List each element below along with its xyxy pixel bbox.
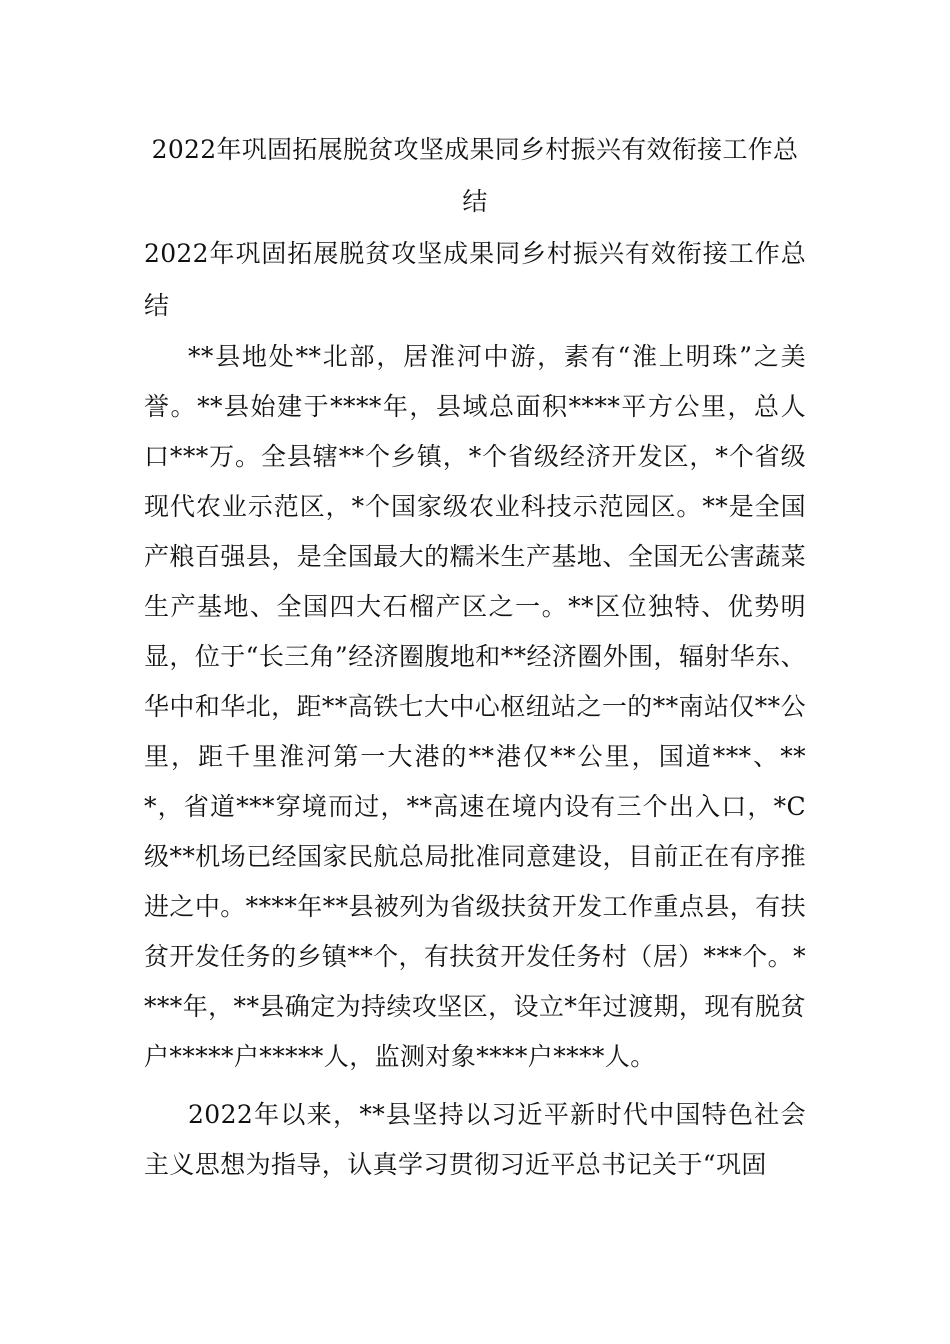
paragraph-county-overview: **县地处**北部，居淮河中游，素有“淮上明珠”之美誉。**县始建于****年，县域总面积****平方公里，总人口***万。全县辖**个乡镇，*个省级经济开发区，*个省级现代农业示范区，*个国家级农业科技示范园区。**是全国产粮百强县，是全国最大的糯米生产基地、全国无公害蔬菜生产基地、全国四大石榴产区之一。**区位独特、优势明显，位于“长三角”经济圈腹地和**经济圈外围，辐射华东、华中和华北，距**高铁七大中心枢纽站之一的**南站仅**公里，距千里淮河第一大港的**港仅**公里，国道***、***，省道***穿境而过，**高速在境内设有三个出入口，*C级**机场已经国家民航总局批准同意建设，目前正在有序推进之中。****年**县被列为省级扶贫开发工作重点县，有扶贫开发任务的乡镇**个，有扶贫开发任务村（居）***个。****年，**县确定为持续攻坚区，设立*年过渡期，现有脱贫户*****户*****人，监测对象****户****人。 [144,342,806,1071]
paragraph-2022-work: 2022年以来，**县坚持以习近平新时代中国特色社会主义思想为指导，认真学习贯彻习近平总书记关于“巩固 [144,1100,806,1179]
document-subtitle: 2022年巩固拓展脱贫攻坚成果同乡村振兴有效衔接工作总结 [144,239,806,320]
document-body [144,124,806,1190]
document-title: 2022年巩固拓展脱贫攻坚成果同乡村振兴有效衔接工作总结 [151,135,799,216]
